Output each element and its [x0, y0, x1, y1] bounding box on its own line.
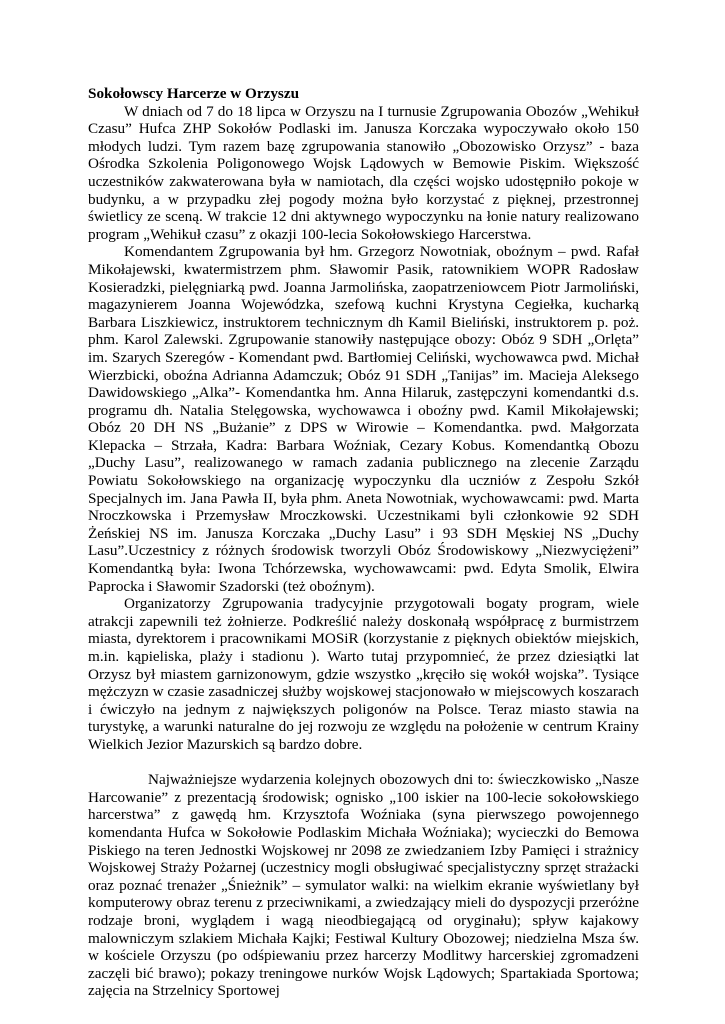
document-title: Sokołowscy Harcerze w Orzyszu — [88, 85, 300, 102]
paragraph-spacer — [88, 754, 639, 772]
paragraph-intro: W dniach od 7 do 18 lipca w Orzyszu na I turnusie Zgrupowania Obozów „Wehikuł Czasu” Hufca ZHP Sokołów Podlaski im. Janusza Korczaka wypoczywało około 150 młodych ludzi. Tym razem bazę zgrupowania stanowiło „Obozowisko Orzysz” - baza Ośrodka Szkolenia Poligonowego Wojsk Lądowych w Bemowie Piskim. Większość uczestników zakwaterowana była w namiotach, dla części wojsko udostępniło pokoje w budynku, a w przypadku złej pogody można było korzystać z pięknej, przestronnej świetlicy ze sceną. W trakcie 12 dni aktywnego wypoczynku na łonie natury realizowano program „Wehikuł czasu” z okazji 100-lecia Sokołowskiego Harcerstwa. — [88, 102, 639, 243]
document-page — [88, 85, 639, 1000]
paragraph-events: Najważniejsze wydarzenia kolejnych obozowych dni to: świeczkowisko „Nasze Harcowanie” z prezentacją środowisk; ognisko „100 iskier na 100-lecie sokołowskiego harcerstwa” z gawędą hm. Krzysztofa Woźniaka (syna pierwszego powojennego komendanta Hufca w Sokołowie Podlaskim Michała Woźniaka); wycieczki do Bemowa Piskiego na teren Jednostki Wojskowej nr 2098 ze zwiedzaniem Izby Pamięci i strażnicy Wojskowej Straży Pożarnej (uczestnicy mogli obsługiwać specjalistyczny sprzęt strażacki oraz poznać trenażer „Śnieżnik” – symulator walki: na wielkim ekranie wyświetlany był komputerowy obraz terenu z przeciwnikami, a zwiedzający mieli do dyspozycji przeróżne rodzaje broni, wyglądem i wagą nieodbiegającą od oryginału); spływ kajakowy malowniczym szlakiem Michała Kajki; Festiwal Kultury Obozowej; niedzielna Msza św. w kościele Orzyszu (po odśpiewaniu przez harcerzy Modlitwy harcerskiej zgromadzeni zaczęli bić brawo); pokazy treningowe nurków Wojsk Lądowych; Spartakiada Sportowa; zajęcia na Strzelnicy Sportowej — [88, 771, 639, 1000]
paragraph-program: Organizatorzy Zgrupowania tradycyjnie przygotowali bogaty program, wiele atrakcji zapewnili też żołnierze. Podkreślić należy doskonałą współpracę z burmistrzem miasta, dyrektorem i pracownikami MOSiR (korzystanie z pięknych obiektów miejskich, m.in. kąpieliska, plaży i stadionu ). Warto tutaj przypomnieć, że przez dziesiątki lat Orzysz był miastem garnizonowym, gdzie wszystko „kręciło się wokół wojska”. Tysiące mężczyzn w czasie zasadniczej służby wojskowej stacjonowało w miejscowych koszarach i ćwiczyło na jednym z największych poligonów na Polsce. Teraz miasto stawia na turystykę, a warunki naturalne do jej rozwoju ze względu na położenie w centrum Krainy Wielkich Jezior Mazurskich są bardzo dobre. — [88, 595, 639, 753]
paragraph-staff: Komendantem Zgrupowania był hm. Grzegorz Nowotniak, oboźnym – pwd. Rafał Mikołajewski, kwatermistrzem phm. Sławomir Pasik, ratownikiem WOPR Radosław Kosieradzki, pielęgniarką pwd. Joanna Jarmolińska, zaopatrzeniowcem Piotr Jarmoliński, magazynierem Joanna Wojewódzka, szefową kuchni Krystyna Cegiełka, kucharką Barbara Liszkiewicz, instruktorem technicznym dh Kamil Bieliński, instruktorem p. poż. phm. Karol Zalewski. Zgrupowanie stanowiły następujące obozy: Obóz 9 SDH „Orlęta” im. Szarych Szeregów - Komendant pwd. Bartłomiej Celiński, wychowawca pwd. Michał Wierzbicki, oboźna Adrianna Adamczuk; Obóz 91 SDH „Tanijas” im. Macieja Aleksego Dawidowskiego „Alka”- Komendantka hm. Anna Hilaruk, zastępczyni komendantki d.s. programu dh. Natalia Stelęgowska, wychowawca i oboźny pwd. Kamil Mikołajewski; Obóz 20 DH NS „Bużanie” z DPS w Wirowie – Komendantka. pwd. Małgorzata Klepacka – Strzała, Kadra: Barbara Woźniak, Cezary Kobus. Komendantką Obozu „Duchy Lasu”, realizowanego w ramach zadania publicznego na zlecenie Zarządu Powiatu Sokołowskiego na organizację wypoczynku dla uczniów z Zespołu Szkół Specjalnych im. Jana Pawła II, była phm. Aneta Nowotniak, wychowawcami: pwd. Marta Nroczkowska i Przemysław Mroczkowski. Uczestnikami byli członkowie 92 SDH Żeńskiej NS im. Janusza Korczaka „Duchy Lasu” i 93 SDH Męskiej NS „Duchy Lasu”.Uczestnicy z różnych środowisk tworzyli Obóz Środowiskowy „Niezwyciężeni” Komendantką była: Iwona Tchórzewska, wychowawcami: pwd. Edyta Smolik, Elwira Paprocka i Sławomir Szadorski (też oboźnym). — [88, 243, 639, 595]
